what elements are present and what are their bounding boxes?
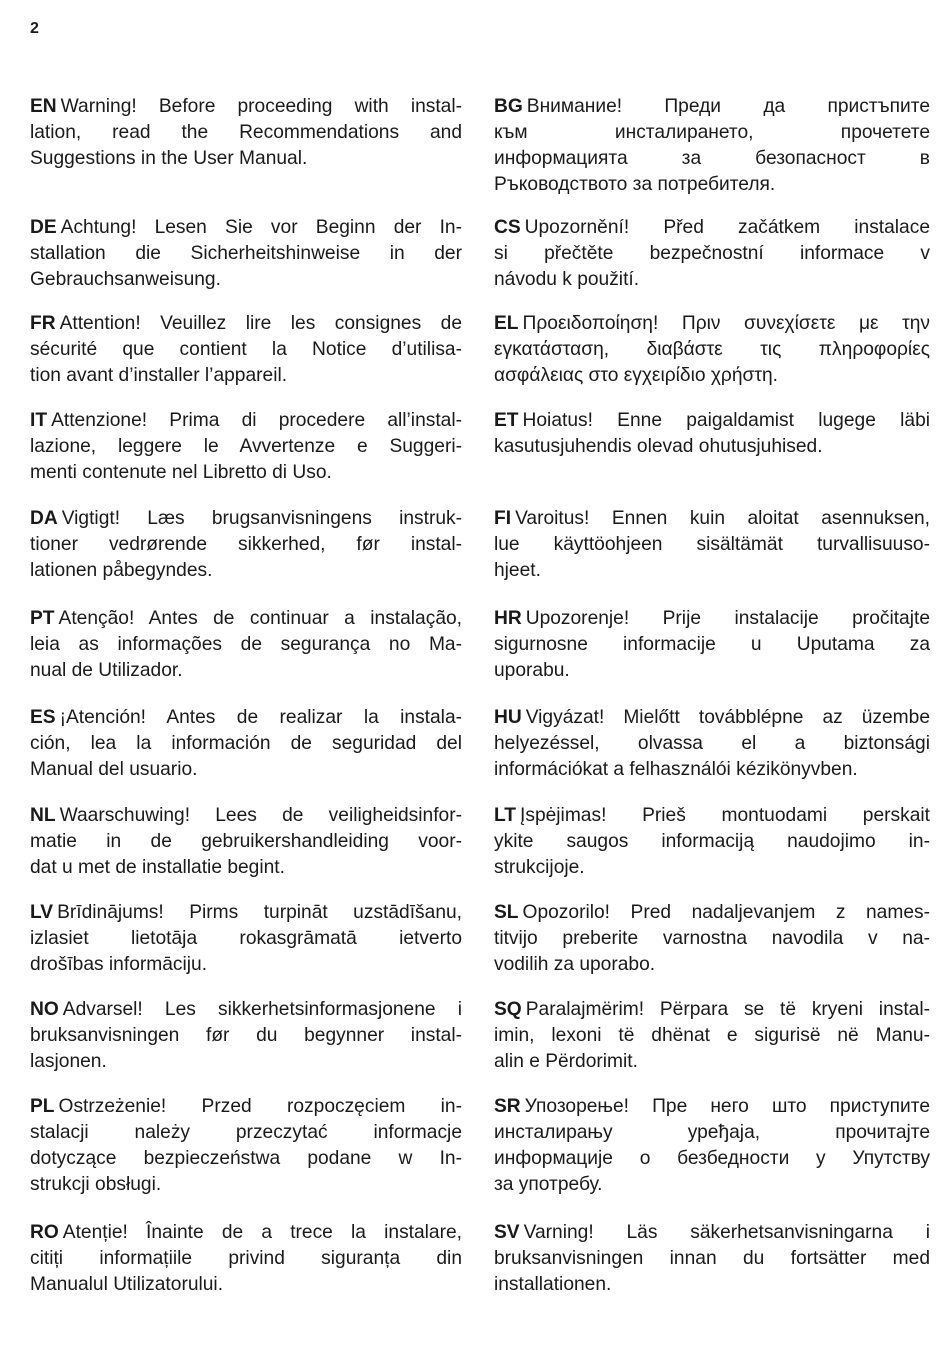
language-code: SV bbox=[494, 1222, 520, 1243]
warning-line bbox=[494, 952, 930, 978]
warning-line bbox=[494, 408, 930, 434]
warning-line bbox=[494, 215, 930, 241]
warning-line bbox=[494, 241, 930, 267]
warning-text: Advarsel! Les sikkerhetsinformasjonene i bbox=[62, 999, 462, 1020]
warning-line bbox=[30, 900, 462, 926]
language-code: SR bbox=[494, 1096, 521, 1117]
warning-text: Varoitus! Ennen kuin aloitat asennuksen, bbox=[515, 508, 930, 529]
warning-line bbox=[494, 558, 930, 584]
warning-line bbox=[30, 506, 462, 532]
warning-block-sq bbox=[494, 997, 930, 1075]
warning-line bbox=[30, 1272, 462, 1298]
warning-text: stallation die Sicherheitshinweise in der bbox=[30, 243, 462, 264]
language-code: PL bbox=[30, 1096, 55, 1117]
language-code: PT bbox=[30, 608, 55, 629]
warning-text: matie in de gebruikershandleiding voor- bbox=[30, 831, 462, 852]
warning-text: инсталирању уређаја, прочитајте bbox=[494, 1122, 930, 1143]
warning-block-fr bbox=[30, 311, 462, 389]
warning-line bbox=[494, 172, 930, 198]
warning-text: Paralajmërim! Përpara se të kryeni instal- bbox=[525, 999, 930, 1020]
language-code: EN bbox=[30, 96, 57, 117]
warning-text: imin, lexoni të dhënat e sigurisë në Manu- bbox=[494, 1025, 930, 1046]
warning-line bbox=[30, 460, 462, 486]
warning-block-en bbox=[30, 94, 462, 172]
language-code: BG bbox=[494, 96, 523, 117]
warning-text: lation, read the Recommendations and bbox=[30, 122, 462, 143]
warning-text: Atenção! Antes de continuar a instalação, bbox=[58, 608, 462, 629]
warning-text: bruksanvisningen før du begynner instal- bbox=[30, 1025, 462, 1046]
warning-line bbox=[494, 1172, 930, 1198]
warning-line bbox=[30, 558, 462, 584]
warning-text: Gebrauchsanweisung. bbox=[30, 269, 221, 290]
warning-text: Ostrzeżenie! Przed rozpoczęciem in- bbox=[58, 1096, 462, 1117]
warning-line bbox=[494, 532, 930, 558]
warning-text: kasutusjuhendis olevad ohutusjuhised. bbox=[494, 436, 823, 457]
warning-line bbox=[30, 1172, 462, 1198]
warning-text: Προειδοποίηση! Πριν συνεχίσετε με την bbox=[522, 313, 930, 334]
warning-line bbox=[30, 606, 462, 632]
warning-block-da bbox=[30, 506, 462, 584]
warning-line bbox=[494, 311, 930, 337]
warning-line bbox=[494, 829, 930, 855]
warning-line bbox=[494, 506, 930, 532]
warning-line bbox=[30, 829, 462, 855]
warning-line bbox=[30, 337, 462, 363]
warning-line bbox=[494, 632, 930, 658]
warning-text: lue käyttöohjeen sisältämät turvallisuuso- bbox=[494, 534, 930, 555]
warning-line bbox=[494, 855, 930, 881]
warning-text: citiți informațiile privind siguranța din bbox=[30, 1248, 462, 1269]
language-code: RO bbox=[30, 1222, 59, 1243]
warning-text: bruksanvisningen innan du fortsätter med bbox=[494, 1248, 930, 1269]
warning-text: dat u met de installatie begint. bbox=[30, 857, 285, 878]
warning-line bbox=[494, 363, 930, 389]
warning-line bbox=[30, 803, 462, 829]
warning-line bbox=[30, 1120, 462, 1146]
language-code: DA bbox=[30, 508, 58, 529]
language-code: LT bbox=[494, 805, 517, 826]
language-code: FI bbox=[494, 508, 512, 529]
warning-text: strukcji obsługi. bbox=[30, 1174, 162, 1195]
warning-text: ykite saugos informaciją naudojimo in- bbox=[494, 831, 930, 852]
warning-line bbox=[30, 952, 462, 978]
warning-line bbox=[30, 997, 462, 1023]
warning-text: sécurité que contient la Notice d’utilisa- bbox=[30, 339, 462, 360]
warning-line bbox=[494, 658, 930, 684]
warning-text: helyezéssel, olvassa el a biztonsági bbox=[494, 733, 930, 754]
warning-text: izlasiet lietotāja rokasgrāmatā ietverto bbox=[30, 928, 462, 949]
warning-text: tion avant d’installer l’appareil. bbox=[30, 365, 288, 386]
warning-text: információkat a felhasználói kézikönyvben. bbox=[494, 759, 858, 780]
warning-text: Manual del usuario. bbox=[30, 759, 198, 780]
warning-line bbox=[30, 731, 462, 757]
warning-text: tioner vedrørende sikkerhed, før instal- bbox=[30, 534, 462, 555]
warning-block-pl bbox=[30, 1094, 462, 1198]
warning-line bbox=[30, 532, 462, 558]
warning-text: информацията за безопасност в bbox=[494, 148, 930, 169]
warning-line bbox=[30, 855, 462, 881]
language-code: SL bbox=[494, 902, 519, 923]
warning-line bbox=[494, 1049, 930, 1075]
warning-block-lt bbox=[494, 803, 930, 881]
page-number: 2 bbox=[30, 20, 39, 37]
warning-text: Suggestions in the User Manual. bbox=[30, 148, 308, 169]
warning-text: Atenție! Înainte de a trece la instalare, bbox=[62, 1222, 462, 1243]
warning-line bbox=[494, 1023, 930, 1049]
warning-block-sr bbox=[494, 1094, 930, 1198]
warning-line bbox=[30, 1146, 462, 1172]
warning-text: Įspėjimas! Prieš montuodami perskait bbox=[520, 805, 930, 826]
warning-block-nl bbox=[30, 803, 462, 881]
warning-line bbox=[30, 926, 462, 952]
warning-line bbox=[30, 434, 462, 460]
warning-line bbox=[30, 658, 462, 684]
warning-line bbox=[494, 997, 930, 1023]
warning-block-et bbox=[494, 408, 930, 460]
warning-text: lasjonen. bbox=[30, 1051, 107, 1072]
warning-text: strukcijoje. bbox=[494, 857, 585, 878]
warning-line bbox=[30, 757, 462, 783]
warning-text: lationen påbegyndes. bbox=[30, 560, 213, 581]
warning-text: ¡Atención! Antes de realizar la instala- bbox=[59, 707, 462, 728]
warning-line bbox=[494, 606, 930, 632]
warning-text: Warning! Before proceeding with instal- bbox=[60, 96, 462, 117]
warning-line bbox=[494, 337, 930, 363]
language-code: FR bbox=[30, 313, 56, 334]
warning-text: информације о безбедности у Упутству bbox=[494, 1148, 930, 1169]
warning-text: Hoiatus! Enne paigaldamist lugege läbi bbox=[522, 410, 930, 431]
warning-block-pt bbox=[30, 606, 462, 684]
warning-block-lv bbox=[30, 900, 462, 978]
warning-line bbox=[30, 215, 462, 241]
warning-line bbox=[30, 705, 462, 731]
warning-text: Upozornění! Před začátkem instalace bbox=[524, 217, 930, 238]
language-code: ET bbox=[494, 410, 519, 431]
warning-text: Achtung! Lesen Sie vor Beginn der In- bbox=[60, 217, 462, 238]
language-code: CS bbox=[494, 217, 521, 238]
warning-line bbox=[494, 1094, 930, 1120]
warning-line bbox=[494, 94, 930, 120]
warning-text: leia as informações de segurança no Ma- bbox=[30, 634, 462, 655]
warning-line bbox=[494, 1272, 930, 1298]
warning-text: návodu k použití. bbox=[494, 269, 640, 290]
warning-text: Waarschuwing! Lees de veiligheidsinfor- bbox=[59, 805, 462, 826]
warning-line bbox=[30, 1246, 462, 1272]
warning-line bbox=[30, 1220, 462, 1246]
warning-block-el bbox=[494, 311, 930, 389]
warning-text: titvijo preberite varnostna navodila v na- bbox=[494, 928, 930, 949]
warning-text: drošības informāciju. bbox=[30, 954, 208, 975]
warning-text: installationen. bbox=[494, 1274, 612, 1295]
warning-line bbox=[494, 267, 930, 293]
warning-text: si přečtěte bezpečnostní informace v bbox=[494, 243, 930, 264]
warning-line bbox=[494, 731, 930, 757]
warning-block-fi bbox=[494, 506, 930, 584]
warning-line bbox=[494, 1246, 930, 1272]
warning-line bbox=[30, 267, 462, 293]
warning-text: за употребу. bbox=[494, 1174, 603, 1195]
warning-text: Vigtigt! Læs brugsanvisningens instruk- bbox=[61, 508, 462, 529]
warning-line bbox=[30, 632, 462, 658]
warning-text: alin e Përdorimit. bbox=[494, 1051, 638, 1072]
warning-text: ασφάλειας στο εγχειρίδιο χρήστη. bbox=[494, 365, 778, 386]
warning-line bbox=[494, 900, 930, 926]
warning-line bbox=[494, 1220, 930, 1246]
warning-line bbox=[494, 757, 930, 783]
warning-block-hu bbox=[494, 705, 930, 783]
warning-text: Ръководството за потребителя. bbox=[494, 174, 776, 195]
language-code: SQ bbox=[494, 999, 522, 1020]
warning-text: menti contenute nel Libretto di Uso. bbox=[30, 462, 332, 483]
warning-line bbox=[30, 1049, 462, 1075]
warning-block-no bbox=[30, 997, 462, 1075]
warning-text: vodilih za uporabo. bbox=[494, 954, 656, 975]
warning-line bbox=[30, 408, 462, 434]
warning-block-ro bbox=[30, 1220, 462, 1298]
warning-text: εγκατάσταση, διαβάστε τις πληροφορίες bbox=[494, 339, 930, 360]
warning-text: lazione, leggere le Avvertenze e Suggeri- bbox=[30, 436, 462, 457]
warning-line bbox=[494, 146, 930, 172]
warning-text: Opozorilo! Pred nadaljevanjem z names- bbox=[522, 902, 930, 923]
language-code: EL bbox=[494, 313, 519, 334]
warning-line bbox=[494, 705, 930, 731]
warning-text: Upozorenje! Prije instalacije pročitajte bbox=[525, 608, 930, 629]
warning-text: Внимание! Преди да пристъпите bbox=[526, 96, 930, 117]
warning-line bbox=[30, 146, 462, 172]
warning-line bbox=[30, 1023, 462, 1049]
warning-line bbox=[30, 363, 462, 389]
warning-line bbox=[30, 94, 462, 120]
language-code: NL bbox=[30, 805, 56, 826]
language-code: ES bbox=[30, 707, 56, 728]
warning-text: ción, lea la información de seguridad del bbox=[30, 733, 462, 754]
language-code: IT bbox=[30, 410, 48, 431]
warning-line bbox=[30, 120, 462, 146]
warning-line bbox=[30, 311, 462, 337]
warning-block-cs bbox=[494, 215, 930, 293]
warning-line bbox=[494, 1120, 930, 1146]
warning-block-sv bbox=[494, 1220, 930, 1298]
warning-block-it bbox=[30, 408, 462, 486]
language-code: NO bbox=[30, 999, 59, 1020]
warning-text: uporabu. bbox=[494, 660, 570, 681]
language-code: LV bbox=[30, 902, 54, 923]
language-code: DE bbox=[30, 217, 57, 238]
warning-line bbox=[494, 803, 930, 829]
warning-text: hjeet. bbox=[494, 560, 541, 581]
warning-text: Varning! Läs säkerhetsanvisningarna i bbox=[523, 1222, 930, 1243]
warning-line bbox=[494, 1146, 930, 1172]
language-code: HR bbox=[494, 608, 522, 629]
warning-line bbox=[494, 120, 930, 146]
warning-line bbox=[494, 434, 930, 460]
warning-text: Упозорење! Пре него што приступите bbox=[524, 1096, 930, 1117]
warning-text: Attenzione! Prima di procedere all’instal- bbox=[51, 410, 462, 431]
warning-line bbox=[30, 1094, 462, 1120]
language-code: HU bbox=[494, 707, 522, 728]
warning-text: към инсталирането, прочетете bbox=[494, 122, 930, 143]
warning-block-bg bbox=[494, 94, 930, 198]
warning-block-hr bbox=[494, 606, 930, 684]
warning-text: Brīdinājums! Pirms turpināt uzstādīšanu, bbox=[57, 902, 462, 923]
warning-block-sl bbox=[494, 900, 930, 978]
warning-text: dotyczące bezpieczeństwa podane w In- bbox=[30, 1148, 462, 1169]
warning-text: nual de Utilizador. bbox=[30, 660, 183, 681]
warning-line bbox=[494, 926, 930, 952]
warning-text: Attention! Veuillez lire les consignes de bbox=[59, 313, 462, 334]
warning-block-de bbox=[30, 215, 462, 293]
warning-block-es bbox=[30, 705, 462, 783]
warning-text: Vigyázat! Mielőtt továbblépne az üzembe bbox=[525, 707, 930, 728]
warning-text: Manualul Utilizatorului. bbox=[30, 1274, 224, 1295]
warning-text: sigurnosne informacije u Uputama za bbox=[494, 634, 930, 655]
warning-line bbox=[30, 241, 462, 267]
warning-text: stalacji należy przeczytać informacje bbox=[30, 1122, 462, 1143]
